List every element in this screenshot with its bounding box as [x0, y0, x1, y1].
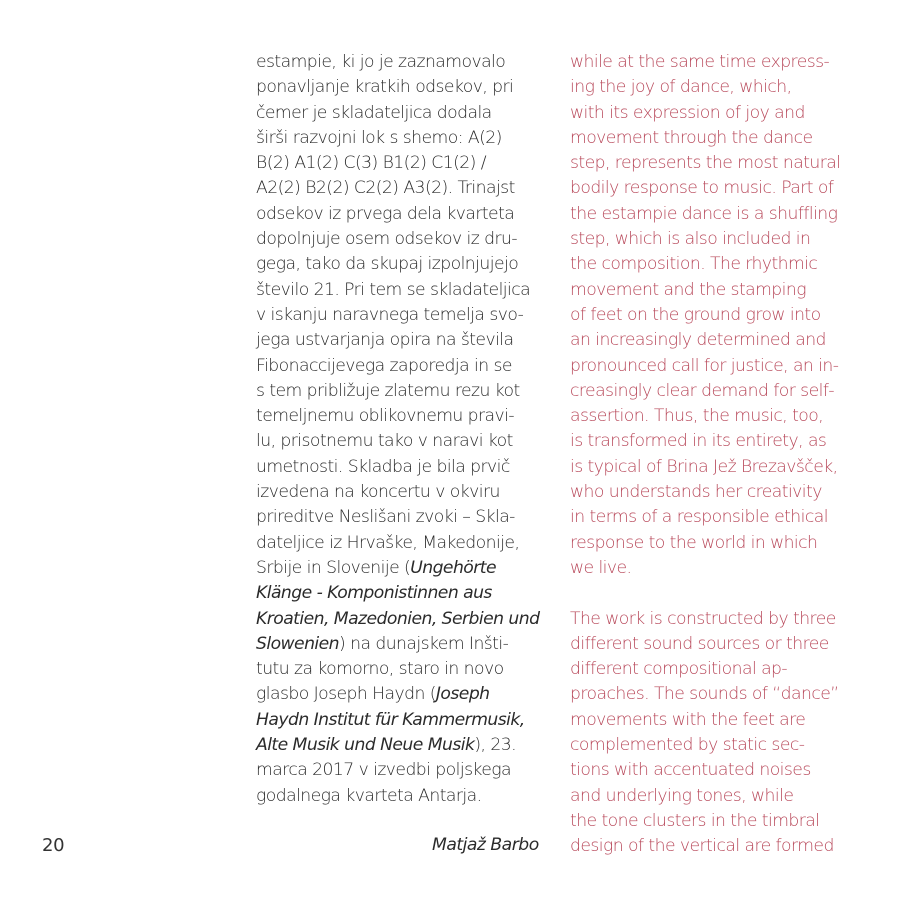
italic-title: Alte Musik und Neue Musik: [256, 735, 475, 756]
text-fragment: ), 23.: [474, 735, 517, 756]
text-line: [256, 581, 546, 606]
text-line: A2(2) B2(2) C2(2) A3(2). Trinajst: [256, 178, 515, 199]
italic-title: Kroatien, Mazedonien, Serbien und: [256, 608, 540, 629]
text-line: [256, 607, 546, 632]
text-line: širši razvojni lok s shemo: A(2): [256, 127, 502, 148]
slovenian-text-column: [256, 50, 546, 809]
text-line: jega ustvarjanja opira na števila: [256, 330, 514, 351]
text-line: of feet on the ground grow into: [570, 304, 821, 325]
paragraph-2: [570, 607, 870, 860]
italic-title: Joseph: [435, 684, 490, 705]
text-line: dopolnjuje osem odsekov iz dru-: [256, 229, 517, 250]
text-line: step, which is also included in: [570, 229, 811, 250]
italic-title: Haydn Institut für Kammermusik,: [256, 709, 525, 730]
text-line: temeljnemu oblikovnemu pravi-: [256, 406, 515, 427]
text-line: število 21. Pri tem se skladateljica: [256, 279, 531, 300]
text-line: is typical of Brina Jež Brezavšček,: [570, 456, 838, 477]
text-line: marca 2017 v izvedbi poljskega: [256, 760, 512, 781]
text-fragment: glasbo Joseph Haydn (: [256, 684, 436, 705]
italic-title: Klänge - Komponistinnen aus: [256, 583, 492, 604]
text-line: the composition. The rhythmic: [570, 254, 818, 275]
text-line: with its expression of joy and: [570, 102, 805, 123]
text-line: movement through the dance: [570, 127, 813, 148]
text-line: and underlying tones, while: [570, 785, 794, 806]
text-line: [256, 733, 546, 758]
text-line: proaches. The sounds of “dance”: [570, 684, 839, 705]
author-signature: Matjaž Barbo: [432, 835, 539, 855]
text-line: izvedena na koncertu v okviru: [256, 482, 500, 503]
text-line: gega, tako da skupaj izpolnjujejo: [256, 254, 519, 275]
text-line: Fibonaccijevega zaporedja in se: [256, 355, 512, 376]
italic-title: Slowenien: [256, 633, 340, 654]
text-line: ing the joy of dance, which,: [570, 77, 792, 98]
text-line: tutu za komorno, staro in novo: [256, 659, 504, 680]
text-fragment: ) na dunajskem Inšti-: [339, 633, 509, 654]
text-line: odsekov iz prvega dela kvarteta: [256, 203, 515, 224]
text-line: [256, 708, 546, 733]
text-line: v iskanju naravnega temelja svo-: [256, 304, 524, 325]
text-line: different sound sources or three: [570, 633, 829, 654]
text-line: ponavljanje kratkih odsekov, pri: [256, 77, 514, 98]
text-line: step, represents the most natural: [570, 153, 841, 174]
text-line: assertion. Thus, the music, too,: [570, 406, 824, 427]
text-line: [256, 556, 546, 581]
text-line: movements with the feet are: [570, 709, 806, 730]
text-line: the estampie dance is a shuffling: [570, 203, 838, 224]
text-line: is transformed in its entirety, as: [570, 431, 827, 452]
text-line: who understands her creativity: [570, 482, 822, 503]
text-line: dateljice iz Hrvaške, Makedonije,: [256, 532, 520, 553]
text-line: B(2) A1(2) C(3) B1(2) C1(2) /: [256, 153, 486, 174]
text-line: design of the vertical are formed: [570, 836, 834, 857]
text-line: bodily response to music. Part of: [570, 178, 834, 199]
text-line: godalnega kvarteta Antarja.: [256, 785, 482, 806]
text-line: we live.: [570, 557, 632, 578]
text-line: tions with accentuated noises: [570, 760, 811, 781]
text-line: an increasingly determined and: [570, 330, 826, 351]
text-line: different compositional ap-: [570, 659, 788, 680]
text-line: response to the world in which: [570, 532, 818, 553]
paragraph-gap: [570, 581, 870, 606]
text-line: while at the same time express-: [570, 52, 830, 72]
page-number: 20: [42, 835, 65, 856]
english-text-column: [570, 50, 870, 860]
text-line: creasingly clear demand for self-: [570, 380, 834, 401]
text-line: [256, 682, 546, 707]
text-line: prireditve Neslišani zvoki – Skla-: [256, 507, 515, 528]
text-line: lu, prisotnemu tako v naravi kot: [256, 431, 513, 452]
italic-title: Ungehörte: [410, 557, 496, 578]
text-line: complemented by static sec-: [570, 735, 805, 756]
text-line: movement and the stamping: [570, 279, 806, 300]
text-line: s tem približuje zlatemu rezu kot: [256, 380, 520, 401]
text-line: umetnosti. Skladba je bila prvič: [256, 456, 510, 477]
text-line: pronounced call for justice, an in-: [570, 355, 839, 376]
paragraph-1: [570, 50, 870, 581]
text-fragment: Srbije in Slovenije (: [256, 557, 411, 578]
text-line: estampie, ki jo je zaznamovalo: [256, 52, 506, 72]
text-line: The work is constructed by three: [570, 608, 836, 629]
text-line: the tone clusters in the timbral: [570, 810, 820, 831]
text-line: čemer je skladateljica dodala: [256, 102, 492, 123]
text-line: [256, 632, 546, 657]
text-line: in terms of a responsible ethical: [570, 507, 828, 528]
